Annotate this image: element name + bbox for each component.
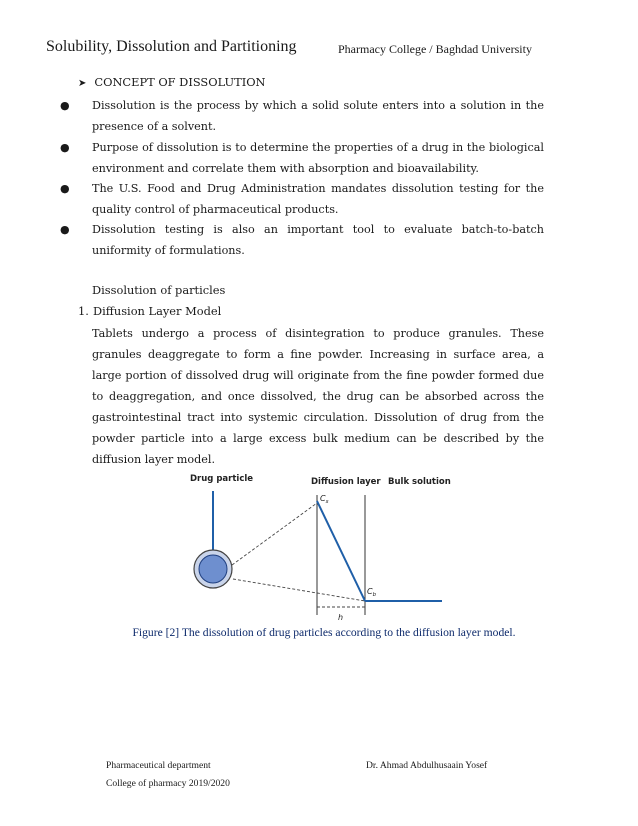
label-cb: $C_b$	[367, 587, 377, 598]
bullet-item	[60, 219, 544, 261]
numbered-item	[78, 304, 221, 318]
bullet-item	[60, 178, 544, 220]
figure-caption: Figure [2] The dissolution of drug particles according to the diffusion layer model.	[132, 626, 516, 639]
bullet-text: Dissolution is the process by which a solid solute enters into a solution in the presence of a solvent.	[92, 99, 544, 133]
footer-department: Pharmaceutical department	[106, 760, 211, 771]
bullet-item	[60, 137, 544, 179]
header-affiliation: Pharmacy College / Baghdad University	[338, 42, 532, 56]
diffusion-layer-diagram	[180, 465, 460, 625]
concentration-gradient-line	[317, 501, 365, 601]
label-cs: $C_s$	[320, 494, 329, 505]
bullet-dot-icon: ●	[60, 223, 70, 236]
footer-college-year: College of pharmacy 2019/2020	[106, 778, 230, 789]
bullet-text: Dissolution testing is also an important tool to evaluate batch-to-batch uniformity of formulations.	[92, 223, 544, 257]
bullet-text: Purpose of dissolution is to determine the properties of a drug in the biological environment and correlate them with absorption and bioavailability.	[92, 141, 544, 175]
body-paragraph: Tablets undergo a process of disintegration to produce granules. These granules deaggregate to form a fine powder. Increasing in surface area, a large portion of dissolved drug will originate from the fine powder formed due to deaggregation, and once dissolved, the drug can be absorbed across the gastrointestinal tract into systemic circulation. Dissolution of drug from the powder particle into a large excess bulk medium can be described by the diffusion layer model.	[92, 327, 544, 466]
footer-author: Dr. Ahmad Abdulhusaain Yosef	[366, 760, 488, 771]
item-title: Diffusion Layer Model	[93, 304, 222, 318]
item-number: 1.	[78, 304, 89, 318]
label-h: h	[338, 613, 344, 622]
bullet-dot-icon: ●	[60, 141, 70, 154]
label-diffusion-layer: Diffusion layer	[311, 477, 381, 487]
dashed-line-bottom	[233, 579, 365, 601]
bullet-dot-icon: ●	[60, 182, 70, 195]
bullet-dot-icon: ●	[60, 99, 70, 112]
subheading: Dissolution of particles	[92, 283, 226, 297]
section-heading	[78, 75, 266, 89]
label-bulk-solution: Bulk solution	[388, 477, 451, 487]
section-heading-text: CONCEPT OF DISSOLUTION	[94, 75, 266, 89]
dashed-line-top	[232, 503, 317, 565]
page-title: Solubility, Dissolution and Partitioning	[46, 38, 297, 55]
drug-particle-core	[199, 555, 227, 583]
bullet-item	[60, 95, 544, 137]
label-drug-particle: Drug particle	[190, 474, 254, 484]
bullet-text: The U.S. Food and Drug Administration mandates dissolution testing for the quality control of pharmaceutical products.	[92, 182, 544, 216]
arrow-bullet-icon: ➤	[78, 78, 87, 89]
